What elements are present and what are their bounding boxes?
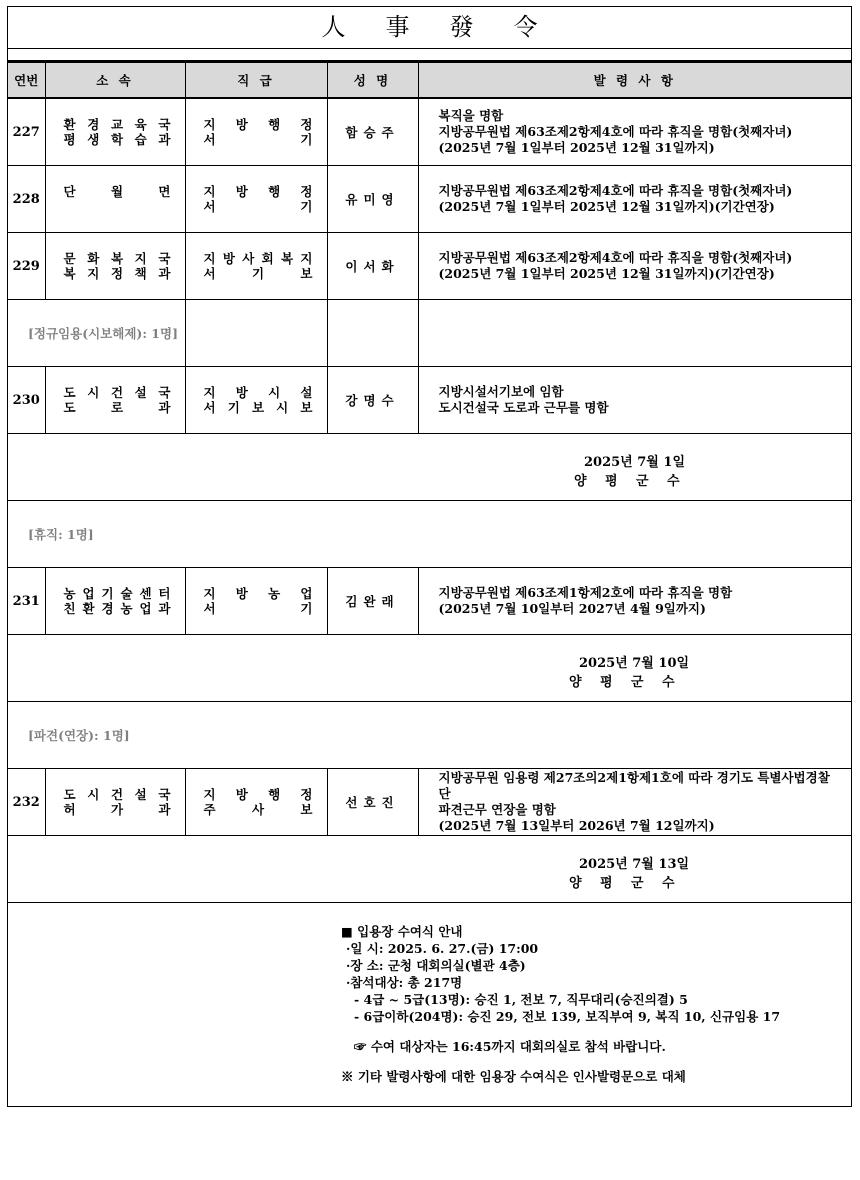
table-header-row: [8, 62, 851, 98]
issuer-char: 평: [605, 474, 618, 489]
issuer-char: 평: [600, 675, 613, 690]
rank-lines: [186, 586, 327, 616]
section-label: [정규임용(시보해제): 1명]: [28, 326, 178, 341]
department-bureau: [64, 385, 171, 400]
char: 건: [110, 385, 124, 400]
rank-series: [204, 184, 313, 199]
order-line: 지방시설서기보에 임함: [438, 384, 564, 399]
order-description: [418, 568, 851, 635]
date-cell: [8, 434, 851, 501]
order-description: [418, 769, 851, 836]
rank-grade: [204, 601, 313, 616]
table-row: [8, 568, 851, 635]
char: 복: [110, 251, 124, 266]
char: 사: [242, 251, 255, 266]
department-division: [64, 802, 171, 817]
order-line: 지방공무원 임용령 제27조의2제1항제1호에 따라 경기도 특별사법경찰: [438, 770, 830, 785]
department-lines: [46, 117, 185, 147]
order-line: (2025년 7월 1일부터 2025년 12월 31일까지)(기간연장): [438, 266, 775, 281]
row-number: 232: [8, 769, 45, 836]
person-name: 이서화: [327, 233, 418, 300]
char: 보: [251, 400, 265, 415]
char: 지: [203, 385, 216, 400]
order-line: (2025년 7월 1일부터 2025년 12월 31일까지)(기간연장): [438, 199, 775, 214]
department-lines: [46, 184, 185, 214]
char: 습: [134, 132, 147, 147]
department-cell: [45, 233, 185, 300]
section-row: [8, 501, 851, 568]
rank-grade: [204, 400, 313, 415]
char: 과: [158, 802, 171, 817]
rank-grade: [204, 266, 313, 281]
date-row: [8, 836, 851, 903]
rank-cell: [185, 769, 327, 836]
char: 설: [300, 385, 313, 400]
char: 서: [203, 400, 216, 415]
rank-lines: [186, 787, 327, 817]
char: 환: [82, 601, 95, 616]
date-cell: [8, 635, 851, 702]
order-description: [418, 98, 851, 166]
char: 책: [134, 266, 147, 281]
row-number: 231: [8, 568, 45, 635]
table-row: [8, 769, 851, 836]
table-row: [8, 233, 851, 300]
rank-grade: [204, 132, 313, 147]
order-line: (2025년 7월 10일부터 2027년 4월 9일까지): [438, 601, 706, 616]
notice-place: ·장 소: 군청 대회의실(별관 4층): [346, 958, 526, 973]
char: 시: [87, 787, 100, 802]
rank-cell: [185, 166, 327, 233]
rank-lines: [186, 385, 327, 415]
page-title: [8, 7, 851, 49]
header-name: 성 명: [327, 62, 418, 98]
char: 지: [203, 787, 216, 802]
char: 방: [235, 385, 248, 400]
header-order: 발 령 사 항: [418, 62, 851, 98]
department-cell: [45, 98, 185, 166]
notice-other: ※ 기타 발령사항에 대한 임용장 수여식은 인사발령문으로 대체: [341, 1069, 686, 1084]
ceremony-notice: [8, 903, 851, 1085]
issuer-char: 수: [667, 474, 680, 489]
char: 국: [158, 251, 171, 266]
char: 지: [300, 251, 313, 266]
char: 기: [101, 586, 114, 601]
char: 술: [120, 586, 133, 601]
row-number: 229: [8, 233, 45, 300]
department-cell: [45, 769, 185, 836]
section-label: [파견(연장): 1명]: [28, 728, 130, 743]
char: 농: [120, 601, 133, 616]
char: 건: [110, 787, 124, 802]
person-name: 김완래: [327, 568, 418, 635]
department-bureau: [64, 787, 171, 802]
date-row: [8, 635, 851, 702]
char: 지: [134, 251, 147, 266]
char: 서: [203, 199, 216, 214]
char: 도: [63, 400, 76, 415]
rank-lines: [186, 117, 327, 147]
order-line: (2025년 7월 13일부터 2026년 7월 12일까지): [438, 818, 715, 833]
department-lines: [46, 385, 185, 415]
char: 터: [158, 586, 171, 601]
department-bureau: [64, 586, 171, 601]
char: 방: [222, 251, 235, 266]
empty-cell: [185, 300, 327, 367]
department-division: [64, 400, 171, 415]
char: 행: [268, 787, 281, 802]
issuer-char: 수: [662, 876, 675, 891]
char: 행: [268, 117, 281, 132]
order-line: 지방공무원법 제63조제2항제4호에 따라 휴직을 명함(첫째자녀): [438, 250, 793, 265]
char: 기: [227, 400, 240, 415]
char: 면: [158, 184, 171, 199]
char: 방: [235, 117, 248, 132]
char: 단: [63, 184, 76, 199]
char: 사: [251, 802, 265, 817]
issue-date: 2025년 7월 13일: [579, 857, 690, 872]
notice-note: ☞ 수여 대상자는 16:45까지 대회의실로 참석 바랍니다.: [354, 1039, 666, 1054]
department-division: [64, 132, 171, 147]
char: 육: [134, 117, 147, 132]
char: 지: [203, 184, 216, 199]
department-cell: [45, 166, 185, 233]
appointment-document: [7, 6, 852, 1107]
char: 업: [82, 586, 95, 601]
char: 설: [134, 385, 147, 400]
order-description: [418, 166, 851, 233]
spacer: [341, 1055, 851, 1068]
char: 기: [300, 132, 313, 147]
section-row: [8, 300, 851, 367]
char: 도: [63, 787, 76, 802]
char: 시: [87, 385, 100, 400]
department-division: [64, 601, 171, 616]
char: 농: [63, 586, 76, 601]
char: 보: [300, 266, 313, 281]
char: 복: [281, 251, 294, 266]
char: 업: [300, 586, 313, 601]
row-number: 227: [8, 98, 45, 166]
section-label-cell: [8, 501, 851, 568]
char: 설: [134, 787, 147, 802]
char: 지: [203, 586, 216, 601]
header-dept: 소 속: [45, 62, 185, 98]
char: 화: [87, 251, 100, 266]
char: 센: [139, 586, 152, 601]
char: 과: [158, 266, 171, 281]
char: 지: [87, 266, 100, 281]
order-line: 복직을 명함: [438, 108, 504, 123]
date-block: [8, 635, 851, 701]
char: 학: [110, 132, 124, 147]
char: 회: [261, 251, 274, 266]
order-description: [418, 233, 851, 300]
issuer: [574, 470, 698, 489]
person-name: 선호진: [327, 769, 418, 836]
issuer: [569, 671, 693, 690]
char: 보: [300, 400, 313, 415]
char: 과: [158, 400, 171, 415]
title-char: 發: [449, 13, 474, 41]
char: 평: [63, 132, 76, 147]
section-label: [휴직: 1명]: [28, 527, 94, 542]
char: 월: [110, 184, 124, 199]
char: 지: [203, 117, 216, 132]
order-line: 파견근무 연장을 명함: [438, 802, 556, 817]
char: 가: [110, 802, 124, 817]
rank-grade: [204, 802, 313, 817]
issuer-char: 군: [631, 876, 644, 891]
char: 지: [203, 251, 216, 266]
title-char: 令: [513, 13, 538, 41]
char: 정: [300, 787, 313, 802]
char: 로: [110, 400, 124, 415]
notice-target: ·참석대상: 총 217명: [346, 975, 463, 990]
notice-sub2: - 6급이하(204명): 승진 29, 전보 139, 보직부여 9, 복직 10, 신규임용 17: [354, 1009, 781, 1024]
char: 시: [276, 400, 289, 415]
issuer: [569, 872, 693, 891]
char: 정: [300, 184, 313, 199]
char: 도: [63, 385, 76, 400]
department-division: [64, 199, 171, 214]
rank-lines: [186, 251, 327, 281]
char: 국: [158, 117, 171, 132]
char: 경: [101, 601, 114, 616]
issuer-char: 평: [600, 876, 613, 891]
person-name: 강명수: [327, 367, 418, 434]
rank-series: [204, 251, 313, 266]
department-lines: [46, 251, 185, 281]
char: 정: [110, 266, 124, 281]
rank-series: [204, 787, 313, 802]
department-lines: [46, 787, 185, 817]
char: 방: [235, 586, 248, 601]
person-name: 함승주: [327, 98, 418, 166]
issue-date: 2025년 7월 1일: [584, 455, 685, 470]
row-number: 230: [8, 367, 45, 434]
char: 업: [139, 601, 152, 616]
rank-series: [204, 385, 313, 400]
personnel-table: [8, 61, 851, 1112]
char: 복: [63, 266, 76, 281]
issuer-char: 군: [636, 474, 649, 489]
department-cell: [45, 367, 185, 434]
title-char: 事: [385, 13, 410, 41]
person-name: 유미영: [327, 166, 418, 233]
char: 서: [203, 601, 216, 616]
char: 기: [251, 266, 265, 281]
char: 시: [268, 385, 281, 400]
department-lines: [46, 586, 185, 616]
notice-row: [8, 903, 851, 1113]
table-row: [8, 166, 851, 233]
char: 과: [158, 601, 171, 616]
issuer-char: 양: [569, 675, 582, 690]
char: 서: [203, 266, 216, 281]
char: 정: [300, 117, 313, 132]
department-bureau: [64, 184, 171, 199]
char: 친: [63, 601, 76, 616]
char: 방: [235, 787, 248, 802]
rank-lines: [186, 184, 327, 214]
char: 기: [300, 601, 313, 616]
char: 국: [158, 385, 171, 400]
department-bureau: [64, 251, 171, 266]
char: 기: [300, 199, 313, 214]
department-division: [64, 266, 171, 281]
char: 교: [110, 117, 124, 132]
table-row: [8, 98, 851, 166]
rank-grade: [204, 199, 313, 214]
order-line: 지방공무원법 제63조제1항제2호에 따라 휴직을 명함: [438, 585, 733, 600]
department-cell: [45, 568, 185, 635]
notice-time: ·일 시: 2025. 6. 27.(금) 17:00: [346, 941, 539, 956]
char: 문: [63, 251, 76, 266]
empty-cell: [327, 300, 418, 367]
notice-sub1: - 4급 ~ 5급(13명): 승진 1, 전보 7, 직무대리(승진의결) 5: [354, 992, 688, 1007]
char: 과: [158, 132, 171, 147]
order-line: 단: [438, 786, 451, 801]
notice-heading: ■ 입용장 수여식 안내: [341, 924, 463, 939]
date-block: [8, 434, 851, 500]
header-no: 연번: [8, 62, 45, 98]
rank-series: [204, 586, 313, 601]
table-row: [8, 367, 851, 434]
char: 생: [87, 132, 100, 147]
section-label-cell: [8, 300, 185, 367]
rank-series: [204, 117, 313, 132]
issuer-char: 양: [569, 876, 582, 891]
order-line: 지방공무원법 제63조제2항제4호에 따라 휴직을 명함(첫째자녀): [438, 124, 793, 139]
char: 허: [63, 802, 76, 817]
char: 보: [300, 802, 313, 817]
section-label-cell: [8, 702, 851, 769]
order-line: 도시건설국 도로과 근무를 명함: [438, 400, 609, 415]
title-char: 人: [321, 13, 346, 41]
issuer-char: 군: [631, 675, 644, 690]
char: 경: [87, 117, 100, 132]
char: 주: [203, 802, 216, 817]
notice-cell: [8, 903, 851, 1113]
rank-cell: [185, 367, 327, 434]
title-gap: [8, 49, 851, 61]
char: 서: [203, 132, 216, 147]
department-bureau: [64, 117, 171, 132]
order-line: (2025년 7월 1일부터 2025년 12월 31일까지): [438, 140, 715, 155]
issuer-char: 수: [662, 675, 675, 690]
section-row: [8, 702, 851, 769]
char: 국: [158, 787, 171, 802]
order-description: [418, 367, 851, 434]
issue-date: 2025년 7월 10일: [579, 656, 690, 671]
header-rank: 직 급: [185, 62, 327, 98]
row-number: 228: [8, 166, 45, 233]
char: 행: [268, 184, 281, 199]
date-row: [8, 434, 851, 501]
rank-cell: [185, 98, 327, 166]
char: 방: [235, 184, 248, 199]
date-block: [8, 836, 851, 902]
date-cell: [8, 836, 851, 903]
spacer: [341, 1025, 851, 1038]
order-line: 지방공무원법 제63조제2항제4호에 따라 휴직을 명함(첫째자녀): [438, 183, 793, 198]
char: 농: [268, 586, 281, 601]
rank-cell: [185, 568, 327, 635]
empty-cell: [418, 300, 851, 367]
issuer-char: 양: [574, 474, 587, 489]
char: 환: [63, 117, 76, 132]
rank-cell: [185, 233, 327, 300]
